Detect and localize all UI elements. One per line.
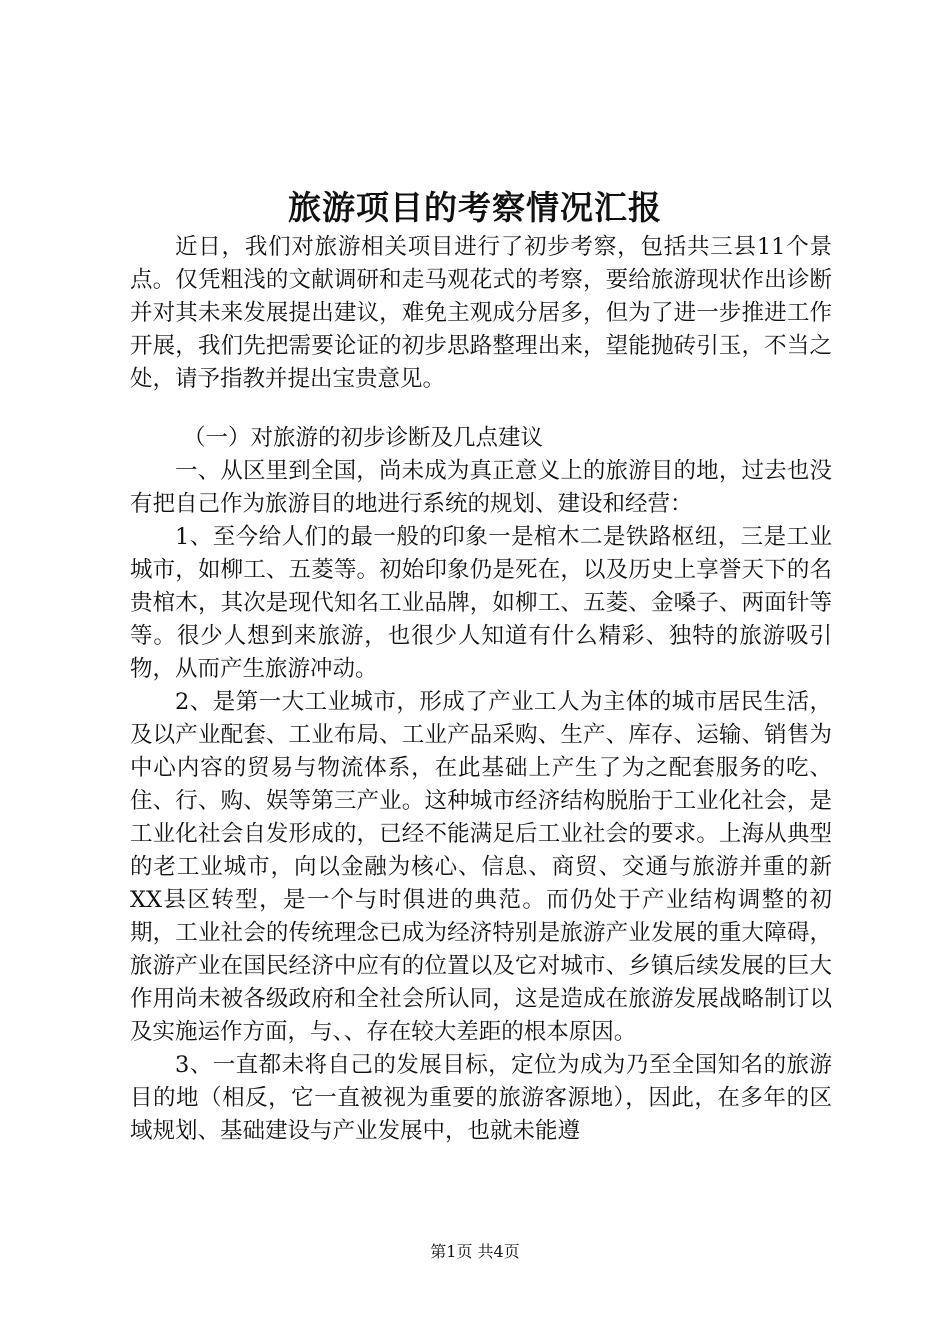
paragraph-item-1: 1、至今给人们的最一般的印象一是棺木二是铁路枢纽，三是工业城市，如柳工、五菱等。初始印象仍是死在，以及历史上享誉天下的名贵棺木，其次是现代知名工业品牌，如柳工、五菱、金嗓子、两面针等等。很少人想到来旅游，也很少人知道有什么精彩、独特的旅游吸引物，从而产生旅游冲动。: [130, 524, 832, 682]
section-heading: （一）对旅游的初步诊断及几点建议: [183, 425, 544, 451]
paragraph-point-one: 一、从区里到全国，尚未成为真正意义上的旅游目的地，过去也没有把自己作为旅游目的地进行系统的规划、建设和经营：: [130, 458, 832, 517]
paragraph-item-3: 3、一直都未将自己的发展目标，定位为成为乃至全国知名的旅游目的地（相反，它一直被视为重要的旅游客源地），因此，在多年的区域规划、基础建设与产业发展中，也就未能遵: [130, 1052, 832, 1144]
intro-paragraph: 近日，我们对旅游相关项目进行了初步考察，包括共三县11个景点。仅凭粗浅的文献调研和走马观花式的考察，要给旅游现状作出诊断并对其未来发展提出建议，难免主观成分居多，但为了进一步推进工作开展，我们先把需要论证的初步思路整理出来，望能抛砖引玉，不当之处，请予指教并提出宝贵意见。: [130, 234, 832, 392]
page-number-footer: 第1页 共4页: [430, 1242, 520, 1261]
paragraph-item-2: 2、是第一大工业城市，形成了产业工人为主体的城市居民生活，及以产业配套、工业布局、工业产品采购、生产、库存、运输、销售为中心内容的贸易与物流体系，在此基础上产生了为之配套服务的吃、住、行、购、娱等第三产业。这种城市经济结构脱胎于工业化社会，是工业化社会自发形成的，已经不能满足后工业社会的要求。上海从典型的老工业城市，向以金融为核心、信息、商贸、交通与旅游并重的新XX县区转型，是一个与时俱进的典范。而仍处于产业结构调整的初期，工业社会的传统理念已成为经济特别是旅游产业发展的重大障碍，旅游产业在国民经济中应有的位置以及它对城市、乡镇后续发展的巨大作用尚未被各级政府和全社会所认同，这是造成在旅游发展战略制订以及实施运作方面，与、、存在较大差距的根本原因。: [130, 689, 832, 1045]
document-title: 旅游项目的考察情况汇报: [288, 188, 662, 227]
body-paragraphs: [130, 455, 832, 1148]
